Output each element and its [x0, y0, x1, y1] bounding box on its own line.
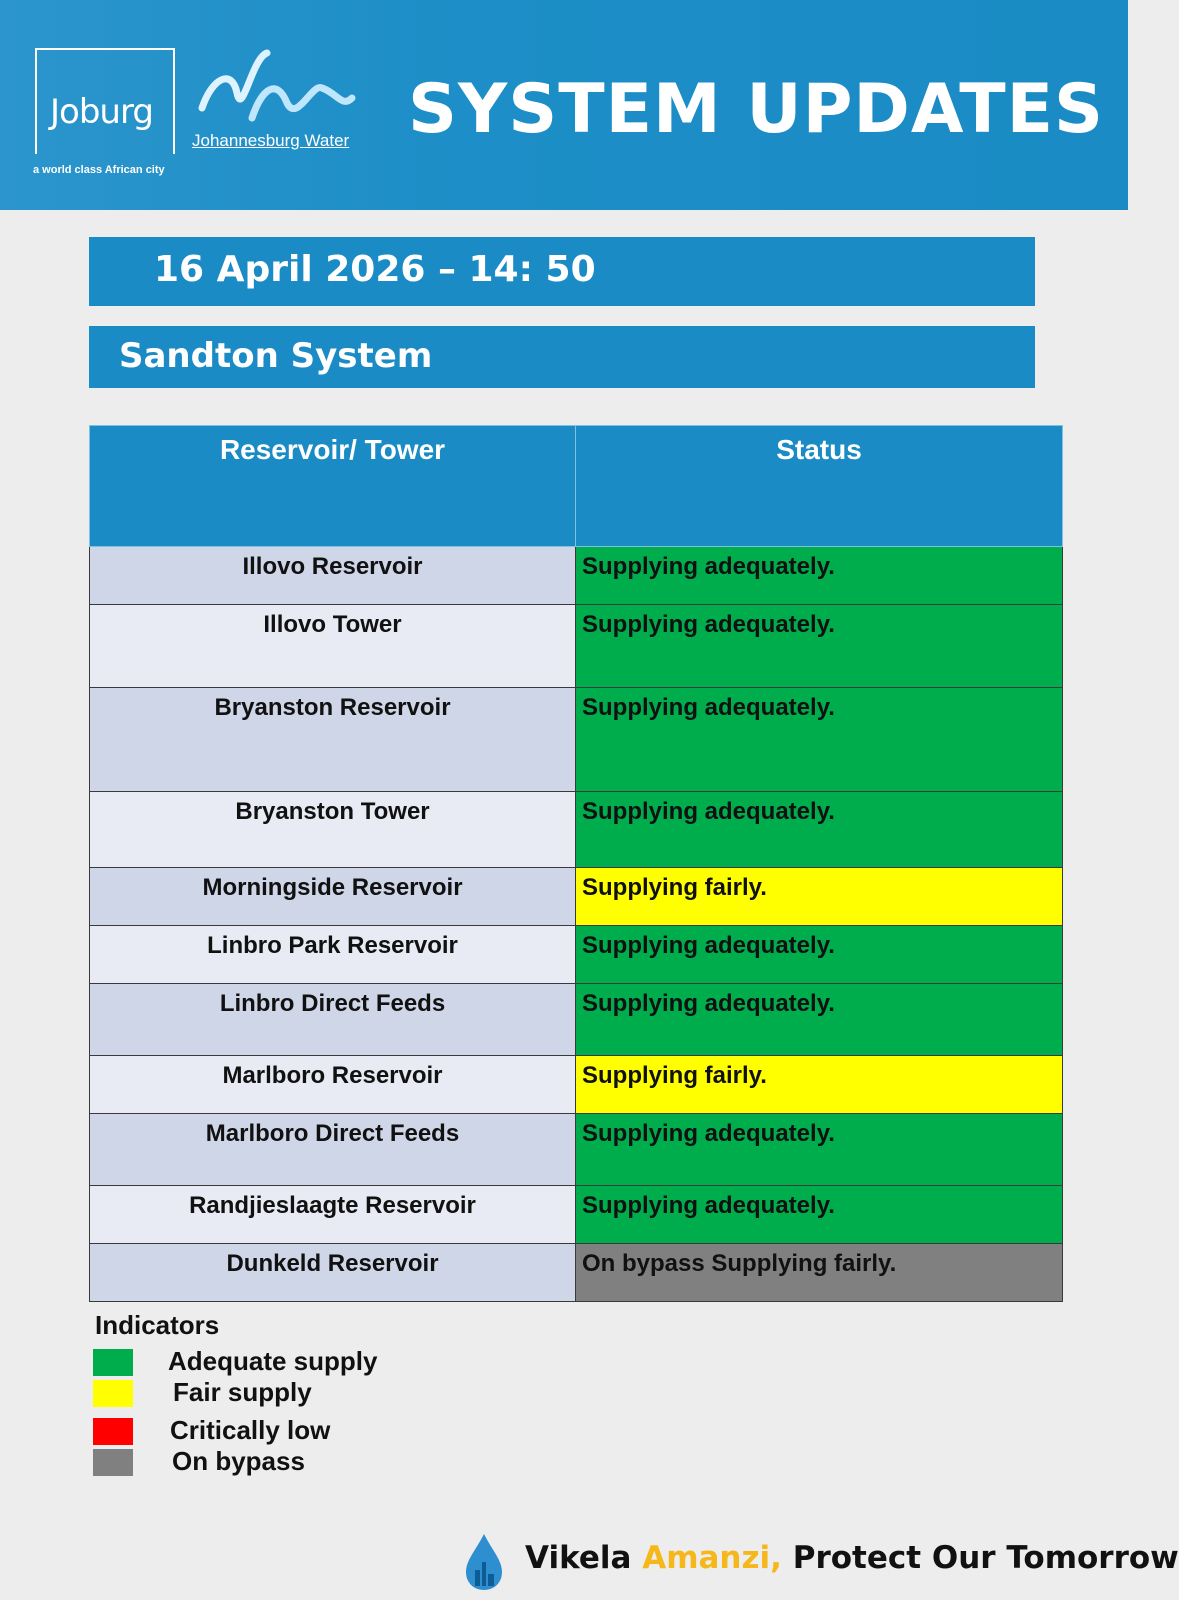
footer-text-part1: Vikela: [525, 1540, 643, 1576]
legend-swatch: [93, 1418, 133, 1445]
legend-label: Fair supply: [173, 1377, 312, 1407]
header-banner: [0, 0, 1128, 210]
footer-text-part3: Protect Our Tomorrow: [781, 1540, 1179, 1576]
water-wave-icon: [192, 48, 362, 128]
system-banner: [89, 326, 1035, 388]
system-name: Sandton System: [119, 336, 433, 376]
table-row: [90, 1186, 1063, 1244]
date-time-text: 16 April 2026 – 14: 50: [154, 249, 596, 290]
status-cell: Supplying adequately.: [576, 792, 1063, 868]
table-row: [90, 547, 1063, 605]
page-title: SYSTEM UPDATES: [408, 70, 1105, 149]
status-cell: Supplying adequately.: [576, 984, 1063, 1056]
legend-swatch: [93, 1380, 133, 1407]
reservoir-name: Morningside Reservoir: [90, 868, 576, 926]
column-header-reservoir: Reservoir/ Tower: [90, 426, 576, 547]
reservoir-status-table: [89, 425, 1063, 1302]
status-cell: Supplying adequately.: [576, 926, 1063, 984]
reservoir-name: Marlboro Reservoir: [90, 1056, 576, 1114]
legend-swatch: [93, 1349, 133, 1376]
status-cell: Supplying adequately.: [576, 1186, 1063, 1244]
status-cell: Supplying adequately.: [576, 688, 1063, 792]
legend-title: Indicators: [95, 1310, 220, 1340]
table-row: [90, 1244, 1063, 1302]
reservoir-name: Dunkeld Reservoir: [90, 1244, 576, 1302]
table-row: [90, 868, 1063, 926]
status-cell: Supplying adequately.: [576, 547, 1063, 605]
status-cell: Supplying fairly.: [576, 868, 1063, 926]
footer-text-accent: Amanzi,: [642, 1540, 782, 1576]
reservoir-name: Bryanston Reservoir: [90, 688, 576, 792]
table-row: [90, 984, 1063, 1056]
reservoir-name: Illovo Reservoir: [90, 547, 576, 605]
status-table-body: [90, 547, 1063, 1302]
table-row: [90, 926, 1063, 984]
reservoir-name: Marlboro Direct Feeds: [90, 1114, 576, 1186]
joburg-logo-text: Joburg: [50, 92, 153, 132]
reservoir-name: Linbro Park Reservoir: [90, 926, 576, 984]
table-row: [90, 688, 1063, 792]
status-cell: On bypass Supplying fairly.: [576, 1244, 1063, 1302]
status-cell: Supplying fairly.: [576, 1056, 1063, 1114]
legend-label: On bypass: [172, 1446, 305, 1476]
table-row: [90, 792, 1063, 868]
legend-swatch: [93, 1449, 133, 1476]
table-row: [90, 1114, 1063, 1186]
footer-text: [525, 1540, 1179, 1576]
date-time-banner: [89, 237, 1035, 306]
johannesburg-water-label: Johannesburg Water: [192, 131, 350, 150]
joburg-tagline: a world class African city: [33, 164, 165, 176]
table-row: [90, 605, 1063, 688]
legend-label: Critically low: [170, 1415, 331, 1445]
reservoir-name: Illovo Tower: [90, 605, 576, 688]
reservoir-name: Bryanston Tower: [90, 792, 576, 868]
legend-label: Adequate supply: [168, 1346, 378, 1376]
column-header-status: Status: [576, 426, 1063, 547]
table-row: [90, 1056, 1063, 1114]
reservoir-name: Randjieslaagte Reservoir: [90, 1186, 576, 1244]
reservoir-name: Linbro Direct Feeds: [90, 984, 576, 1056]
status-cell: Supplying adequately.: [576, 1114, 1063, 1186]
water-drop-icon: [462, 1532, 506, 1592]
status-cell: Supplying adequately.: [576, 605, 1063, 688]
footer-slogan: [462, 1532, 1179, 1592]
